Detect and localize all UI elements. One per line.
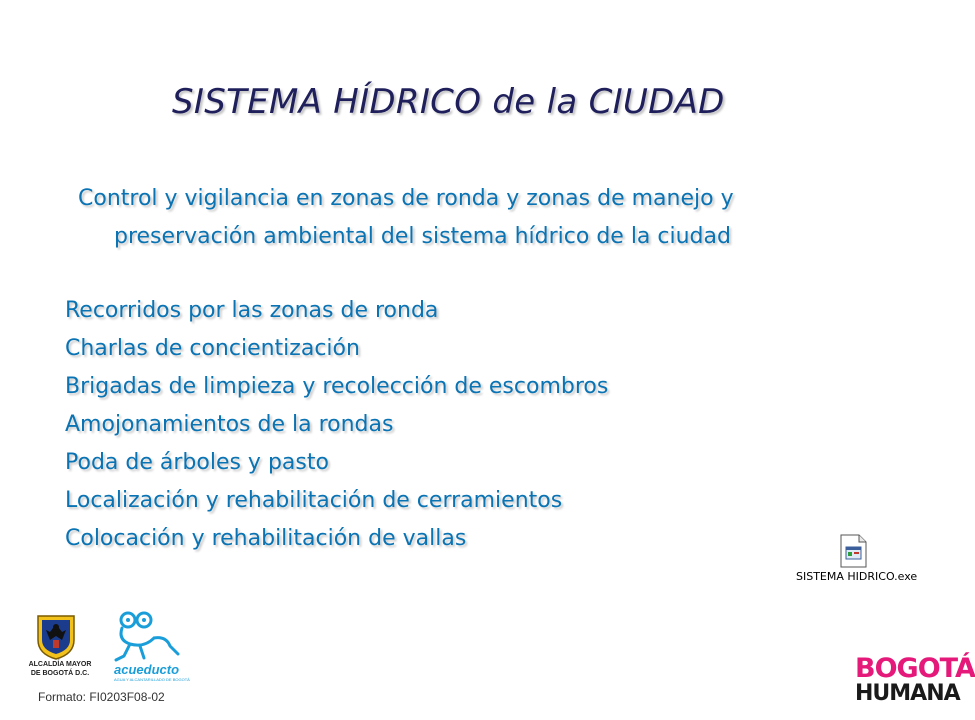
- slide-subtitle: [78, 180, 878, 256]
- alcaldia-line-1: ALCALDÍA MAYOR: [28, 661, 92, 668]
- list-item: Localización y rehabilitación de cerramientos: [65, 488, 563, 513]
- alcaldia-text: [20, 660, 100, 678]
- list-item: Amojonamientos de la rondas: [65, 412, 394, 437]
- formato-code: Formato: FI0203F08-02: [38, 690, 165, 704]
- list-item: Colocación y rehabilitación de vallas: [65, 526, 467, 551]
- acueducto-tagline: AGUA Y ALCANTARILLADO DE BOGOTÁ: [114, 677, 190, 682]
- list-item: Charlas de concientización: [65, 336, 360, 361]
- exe-file-icon[interactable]: [838, 534, 868, 568]
- activities-list: [65, 292, 608, 558]
- list-item: Poda de árboles y pasto: [65, 450, 329, 475]
- subtitle-line-1: Control y vigilancia en zonas de ronda y zonas de manejo y: [78, 186, 734, 211]
- acueducto-name: acueducto: [114, 662, 180, 677]
- subtitle-line-2: preservación ambiental del sistema hídrico de la ciudad: [114, 224, 731, 249]
- slide-title: SISTEMA HÍDRICO de la CIUDAD: [172, 82, 725, 122]
- bogota-humana-logo: BOGOTÁ: [855, 653, 975, 684]
- alcaldia-line-2: DE BOGOTÁ D.C.: [30, 670, 90, 677]
- list-item: Brigadas de limpieza y recolección de escombros: [65, 374, 609, 399]
- bogota-coat-of-arms-logo: [34, 612, 78, 660]
- bogota-humana-logo-line2: HUMANA: [855, 681, 960, 706]
- acueducto-frog-logo: [110, 610, 182, 666]
- list-item: Recorridos por las zonas de ronda: [65, 298, 439, 323]
- exe-file-label[interactable]: SISTEMA HIDRICO.exe: [796, 570, 918, 583]
